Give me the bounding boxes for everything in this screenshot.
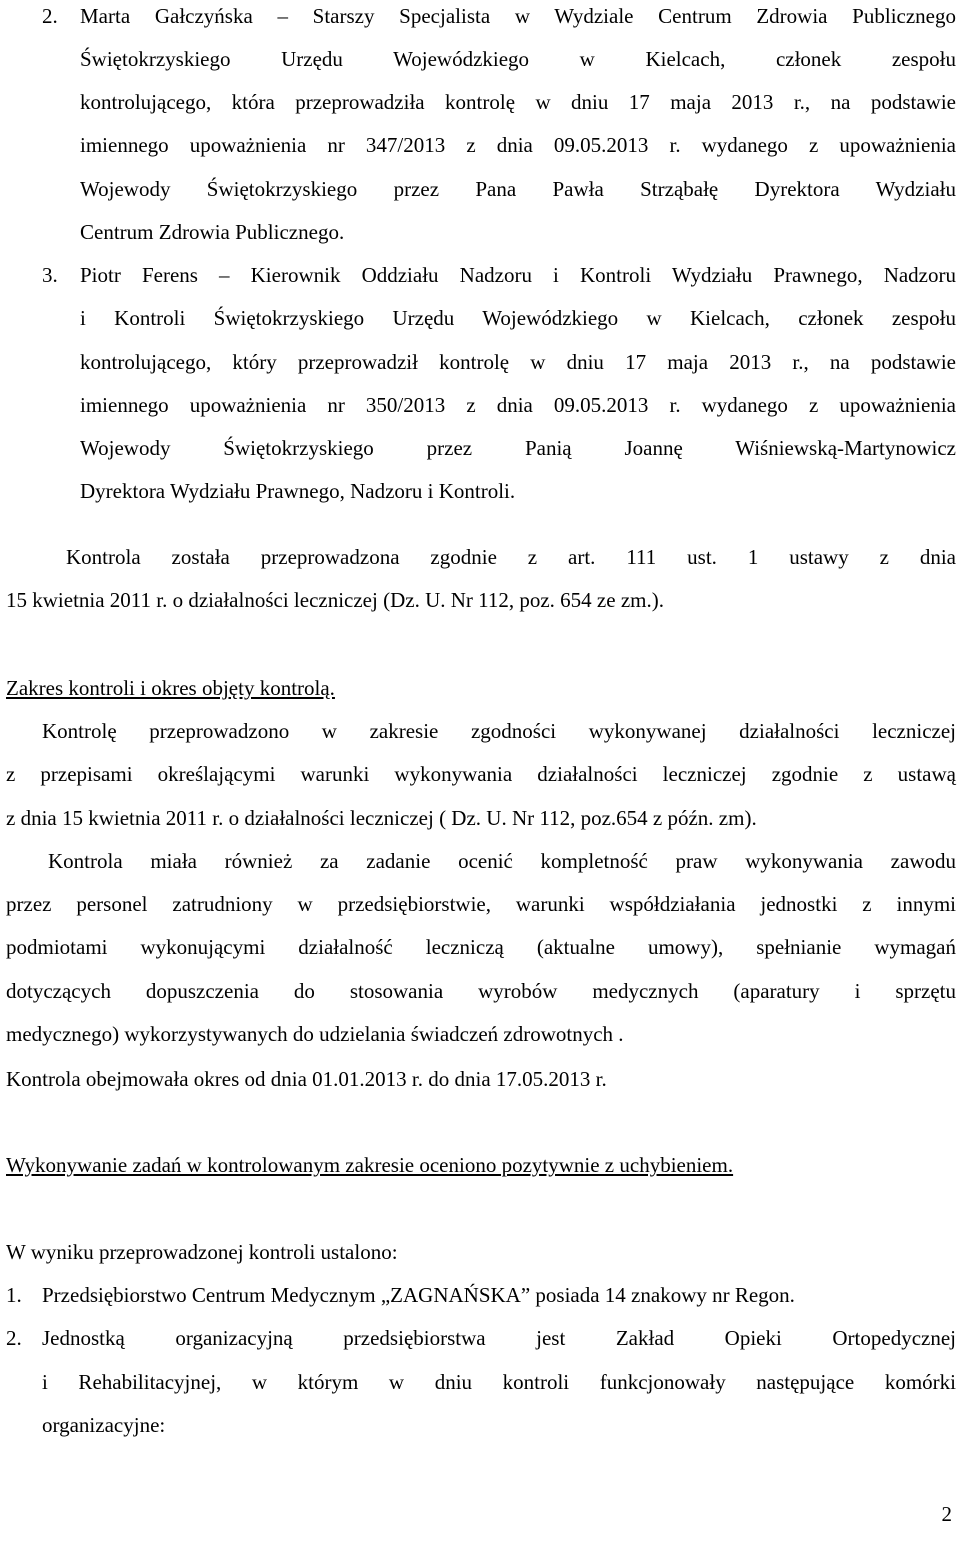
control-period: Kontrola obejmowała okres od dnia 01.01.2013 r. do dnia 17.05.2013 r. (6, 1067, 607, 1091)
text-line: z przepisami określającymi warunki wykonywania działalności leczniczej zgodnie z ustawą (6, 762, 956, 786)
text-line: i Kontroli Świętokrzyskiego Urzędu Wojewódzkiego w Kielcach, członek zespołu (80, 306, 956, 330)
text-line: Wojewody Świętokrzyskiego przez Panią Joannę Wiśniewską-Martynowicz (80, 436, 956, 460)
text-line: Jednostką organizacyjną przedsiębiorstwa jest Zakład Opieki Ortopedycznej (42, 1326, 956, 1350)
text-line: dotyczących dopuszczenia do stosowania wyrobów medycznych (aparatury i sprzętu (6, 979, 956, 1003)
text-line: kontrolującego, która przeprowadziła kontrolę w dniu 17 maja 2013 r., na podstawie (80, 90, 956, 114)
text-line: Kontrola miała również za zadanie ocenić kompletność praw wykonywania zawodu (48, 849, 956, 873)
list-number: 2. (6, 1326, 22, 1350)
list-number: 1. (6, 1283, 22, 1307)
text-line: z dnia 15 kwietnia 2011 r. o działalności leczniczej ( Dz. U. Nr 112, poz.654 z późn. zm). (6, 806, 757, 830)
text-line: Piotr Ferens – Kierownik Oddziału Nadzoru i Kontroli Wydziału Prawnego, Nadzoru (80, 263, 956, 287)
text-line: Przedsiębiorstwo Centrum Medycznym „ZAGNAŃSKA” posiada 14 znakowy nr Regon. (42, 1283, 795, 1307)
text-line: imiennego upoważnienia nr 350/2013 z dnia 09.05.2013 r. wydanego z upoważnienia (80, 393, 956, 417)
list-number: 3. (42, 263, 58, 287)
assessment-statement: Wykonywanie zadań w kontrolowanym zakresie oceniono pozytywnie z uchybieniem. (6, 1153, 734, 1177)
text-line: Kontrola została przeprowadzona zgodnie z art. 111 ust. 1 ustawy z dnia (66, 545, 956, 569)
findings-intro: W wyniku przeprowadzonej kontroli ustalono: (6, 1240, 398, 1264)
text-line: Dyrektora Wydziału Prawnego, Nadzoru i Kontroli. (80, 479, 516, 503)
text-line: Kontrolę przeprowadzono w zakresie zgodności wykonywanej działalności leczniczej (42, 719, 956, 743)
text-line: Marta Gałczyńska – Starszy Specjalista w Wydziale Centrum Zdrowia Publicznego (80, 4, 956, 28)
text-line: podmiotami wykonującymi działalność leczniczą (aktualne umowy), spełnianie wymagań (6, 935, 956, 959)
text-line: Centrum Zdrowia Publicznego. (80, 220, 345, 244)
list-number: 2. (42, 4, 58, 28)
text-line: Świętokrzyskiego Urzędu Wojewódzkiego w Kielcach, członek zespołu (80, 47, 956, 71)
text-line: kontrolującego, który przeprowadził kontrolę w dniu 17 maja 2013 r., na podstawie (80, 350, 956, 374)
text-line: organizacyjne: (42, 1413, 166, 1437)
text-line: i Rehabilitacyjnej, w którym w dniu kontroli funkcjonowały następujące komórki (42, 1370, 956, 1394)
page-number: 2 (941, 1502, 952, 1526)
text-line: Wojewody Świętokrzyskiego przez Pana Pawła Strząbałę Dyrektora Wydziału (80, 177, 956, 201)
text-line: 15 kwietnia 2011 r. o działalności leczniczej (Dz. U. Nr 112, poz. 654 ze zm.). (6, 588, 664, 612)
text-line: imiennego upoważnienia nr 347/2013 z dnia 09.05.2013 r. wydanego z upoważnienia (80, 133, 956, 157)
text-line: medycznego) wykorzystywanych do udzielania świadczeń zdrowotnych . (6, 1022, 624, 1046)
section-heading-scope: Zakres kontroli i okres objęty kontrolą. (6, 676, 335, 700)
text-line: przez personel zatrudniony w przedsiębiorstwie, warunki współdziałania jednostki z innymi (6, 892, 956, 916)
